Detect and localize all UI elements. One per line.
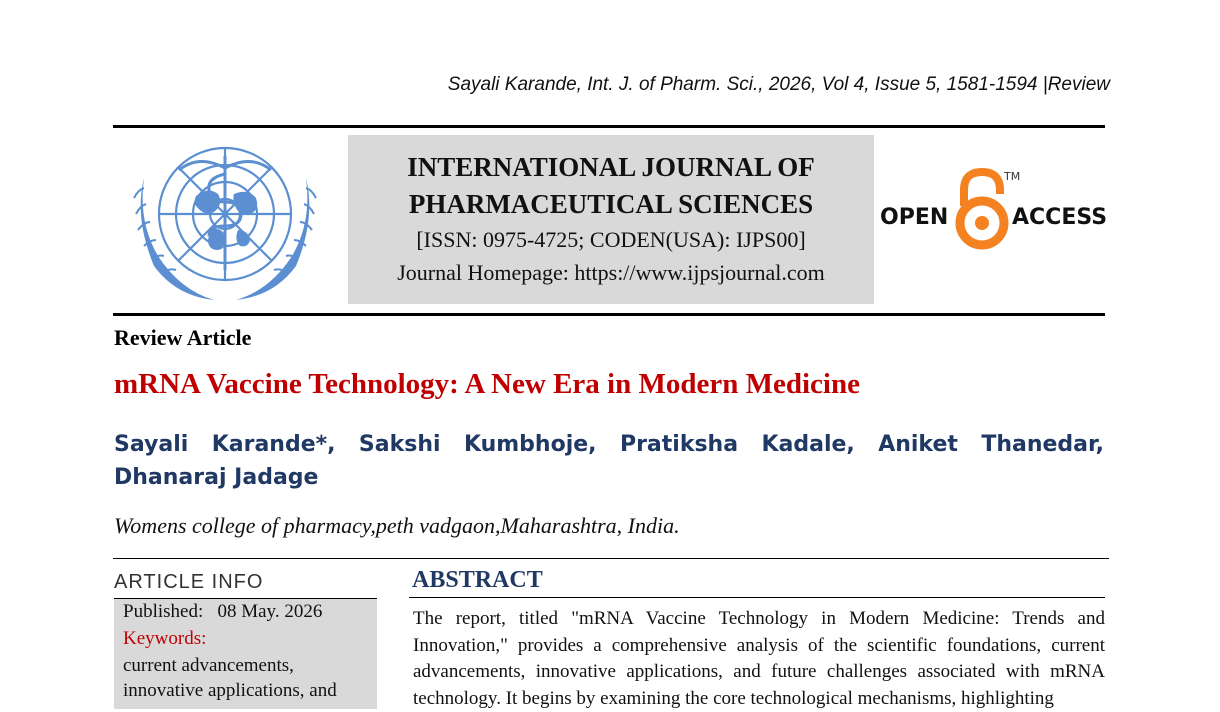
open-access-lock-icon [960,172,1004,245]
abstract-body: The report, titled "mRNA Vaccine Technology in Modern Medicine: Trends and Innovation," provides a comprehensive analysis of the scientific foundations, current advancements, innovative applications, and future challenges associated with mRNA technology. It begins by examining the core technological mechanisms, highlighting [413,608,1105,709]
running-header-citation: Sayali Karande, Int. J. of Pharm. Sci., 2026, Vol 4, Issue 5, 1581-1594 |Review [447,74,1110,95]
article-authors: Sayali Karande*, Sakshi Kumbhoje, Pratiksha Kadale, Aniket Thanedar, Dhanaraj Jadage [114,432,1104,490]
abstract-heading: ABSTRACT [412,567,543,593]
article-type: Review Article [114,325,252,350]
journal-name-line1: INTERNATIONAL JOURNAL OF [407,152,815,182]
header-bottom-rule [113,313,1105,316]
journal-name-line2: PHARMACEUTICAL SCIENCES [408,189,814,219]
journal-name [348,149,874,223]
published-label: Published: [123,601,204,622]
open-access-text-left: OPEN [880,205,949,230]
open-access-logo [878,168,1108,252]
open-access-text-right: ACCESS [1012,205,1108,230]
journal-issn: [ISSN: 0975-4725; CODEN(USA): IJPS00] [416,227,806,252]
article-info-heading: ARTICLE INFO [114,571,264,593]
keywords-label: Keywords: [123,628,207,649]
header-top-rule [113,125,1105,128]
article-title: mRNA Vaccine Technology: A New Era in Modern Medicine [114,368,860,400]
un-pharmacy-emblem-icon [126,138,324,306]
trademark-mark: TM [1004,170,1021,183]
article-info-box [114,599,377,709]
keywords-line-2: innovative applications, and [123,680,337,701]
author-affiliation: Womens college of pharmacy,peth vadgaon,Maharashtra, India. [114,513,680,538]
published-date: 08 May. 2026 [217,601,323,622]
keywords-line-1: current advancements, [123,655,294,676]
published-line [123,601,322,623]
journal-homepage: Journal Homepage: https://www.ijpsjournal.com [397,260,825,285]
abstract-rule [409,597,1105,598]
journal-masthead [348,135,874,304]
section-divider [113,558,1109,559]
